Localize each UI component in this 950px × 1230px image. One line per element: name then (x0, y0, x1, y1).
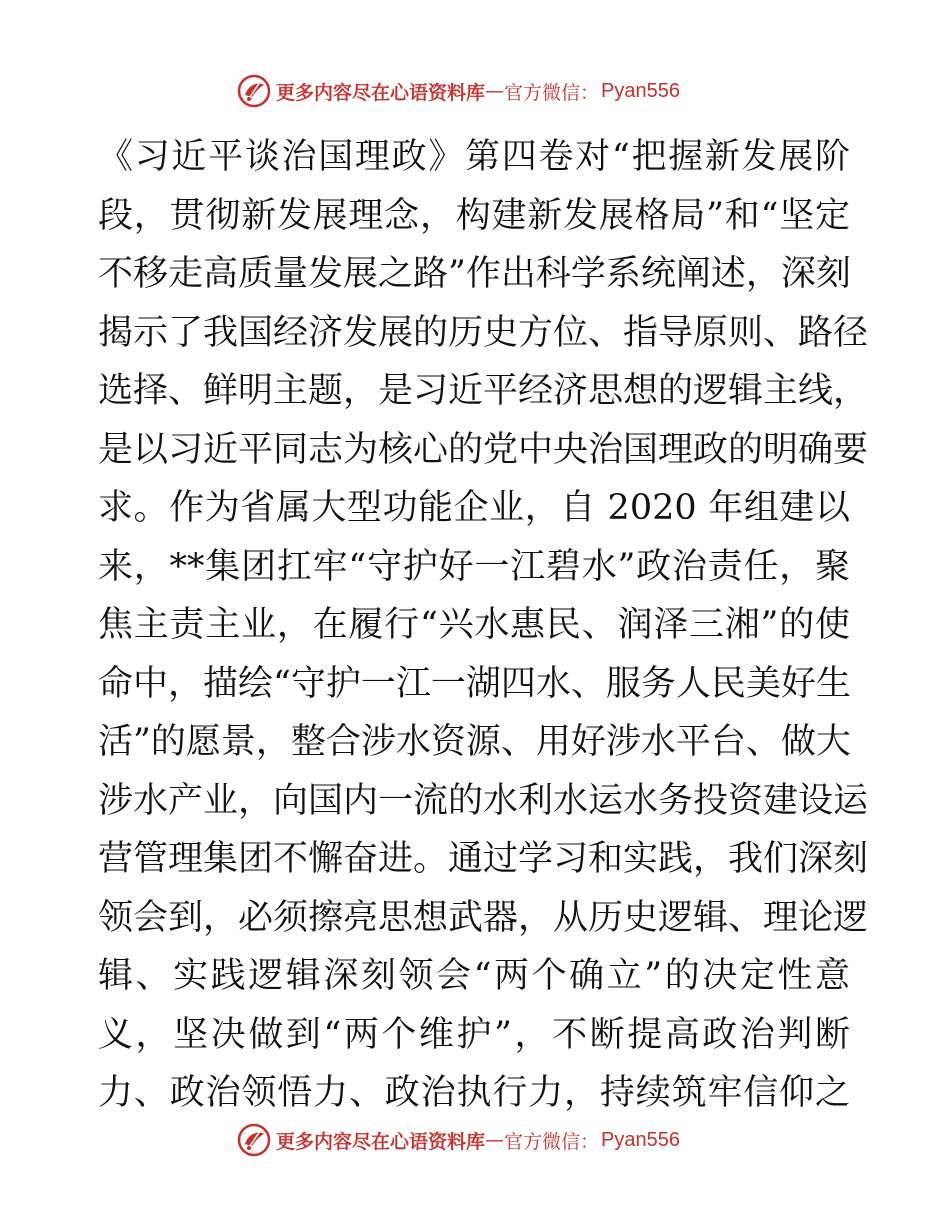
body-line-4: 揭示了我国经济发展的历史方位、指导原则、路径 (98, 312, 869, 353)
header-banner (236, 71, 680, 111)
document-body (98, 128, 869, 1123)
body-line-2: 段，贯彻新发展理念，构建新发展格局”和“坚定 (98, 195, 850, 236)
body-line-7: 求。作为省属大型功能企业，自 2020 年组建以 (98, 488, 850, 528)
footer-wechat-label: 官方微信： (504, 1130, 600, 1153)
body-line-3: 不移走高质量发展之路”作出科学系统阐述，深刻 (98, 254, 851, 294)
brand-logo-icon (236, 73, 272, 109)
brand-logo-icon (236, 1122, 272, 1158)
body-line-17: 力、政治领悟力、政治执行力，持续筑牢信仰之 (98, 1073, 850, 1113)
header-wechat-id: Pyan556 (601, 79, 680, 102)
body-line-16: 义，坚决做到“两个维护”，不断提高政治判断 (98, 1014, 850, 1055)
body-line-6: 是以习近平同志为核心的党中央治国理政的明确要 (98, 429, 869, 470)
body-line-5: 选择、鲜明主题，是习近平经济思想的逻辑主线， (98, 371, 869, 411)
body-line-12: 涉水产业，向国内一流的水利水运水务投资建设运 (98, 780, 869, 821)
body-line-1: 《习近平谈治国理政》第四卷对“把握新发展阶 (98, 137, 850, 177)
body-line-8: 来，**集团扛牢“守护好一江碧水”政治责任，聚 (98, 546, 850, 587)
body-line-11: 活”的愿景，整合涉水资源、用好涉水平台、做大 (98, 722, 851, 762)
header-wechat-label: 官方微信： (504, 81, 600, 104)
body-line-15: 辑、实践逻辑深刻领会“两个确立”的决定性意 (98, 956, 850, 996)
header-dash: — (485, 80, 505, 102)
footer-brand-text: 更多内容尽在心语资料库 (276, 1130, 486, 1153)
body-line-9: 焦主责主业，在履行“兴水惠民、润泽三湘”的使 (98, 605, 850, 645)
footer-banner (236, 1120, 680, 1160)
header-brand-text: 更多内容尽在心语资料库 (276, 81, 486, 104)
footer-dash: — (485, 1129, 505, 1151)
body-line-10: 命中，描绘“守护一江一湖四水、服务人民美好生 (98, 663, 851, 704)
body-line-14: 领会到，必须擦亮思想武器，从历史逻辑、理论逻 (98, 897, 869, 938)
body-line-13: 营管理集团不懈奋进。通过学习和实践，我们深刻 (98, 839, 869, 879)
footer-wechat-id: Pyan556 (601, 1128, 680, 1151)
